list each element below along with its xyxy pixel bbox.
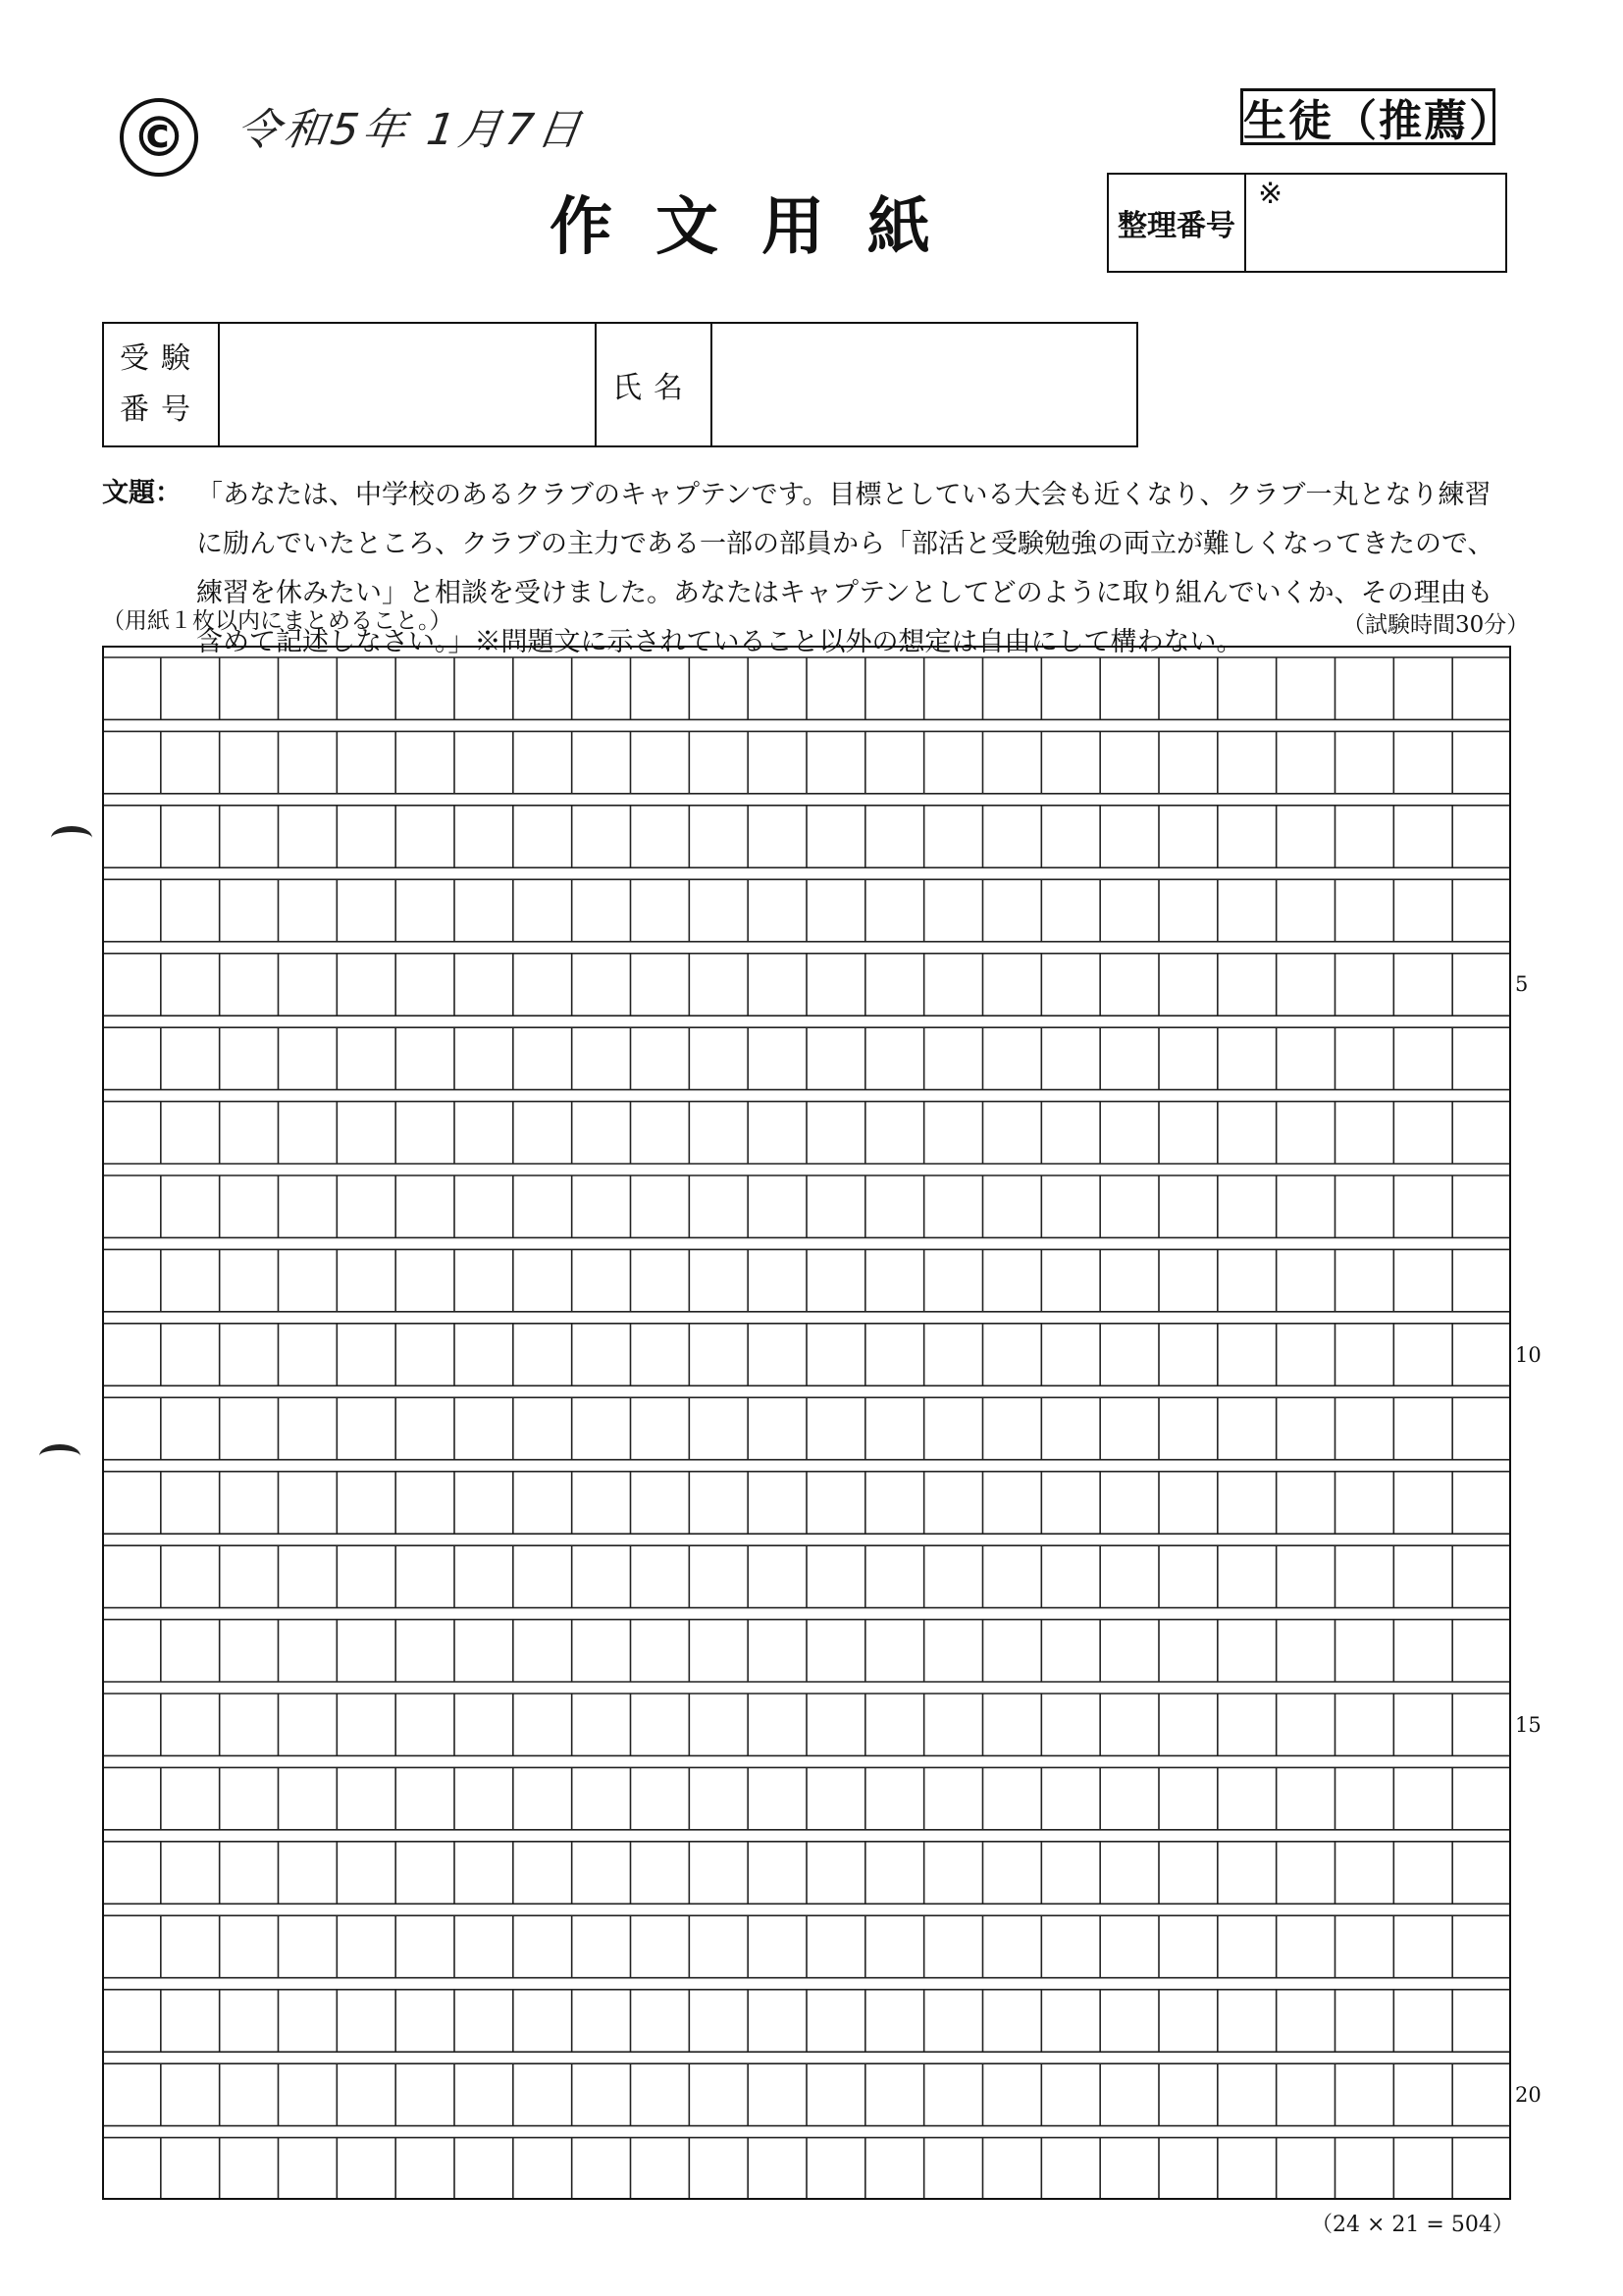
prompt-text: 「あなたは、中学校のあるクラブのキャプテンです。目標としている大会も近くなり、クラブ一丸となり練習に励んでいたところ、クラブの主力である一部の部員から「部活と受験勉強の両立が難しくなってきたので、練習を休みたい」と相談を受けました。あなたはキャプテンとしてどのように取り組んでいくか、その理由も含めて記述しなさい。」※問題文に示されていること以外の想定は自由にして構わない。 [196,480,1494,657]
binder-hole-mark [39,1444,80,1468]
prompt-label: 文題： [102,478,182,508]
exam-number-label-line1: 受験 [120,341,202,376]
line-number-20: 20 [1515,2082,1542,2107]
candidate-info-box [102,322,1138,447]
reference-number-field[interactable] [1246,175,1505,271]
page-title: 作文用紙 [550,190,973,264]
capacity-note: （24 × 21 = 504） [1311,2213,1514,2237]
exam-number-field[interactable] [220,324,597,445]
length-limit-note: （用紙１枚以内にまとめること。） [102,608,452,634]
category-box: 生徒（推薦） [1240,88,1495,145]
line-number-15: 15 [1515,1712,1542,1737]
exam-number-label-line2: 番号 [120,392,202,427]
reference-mark: ※ [1258,177,1283,211]
reference-number-box [1107,173,1507,273]
copyright-mark: © [120,98,198,177]
name-field[interactable] [712,324,1136,445]
manuscript-grid[interactable] [102,646,1511,2200]
line-number-10: 10 [1515,1342,1542,1367]
binder-hole-mark [51,826,92,850]
exam-time-note: （試験時間30分） [1342,612,1530,638]
line-number-5: 5 [1515,972,1529,997]
name-label: 氏名 [597,324,712,445]
exam-number-label [104,324,220,445]
handwritten-date: 令和5年 1月7日 [233,105,588,155]
grid-border [102,646,1511,2200]
reference-number-label: 整理番号 [1109,175,1246,271]
